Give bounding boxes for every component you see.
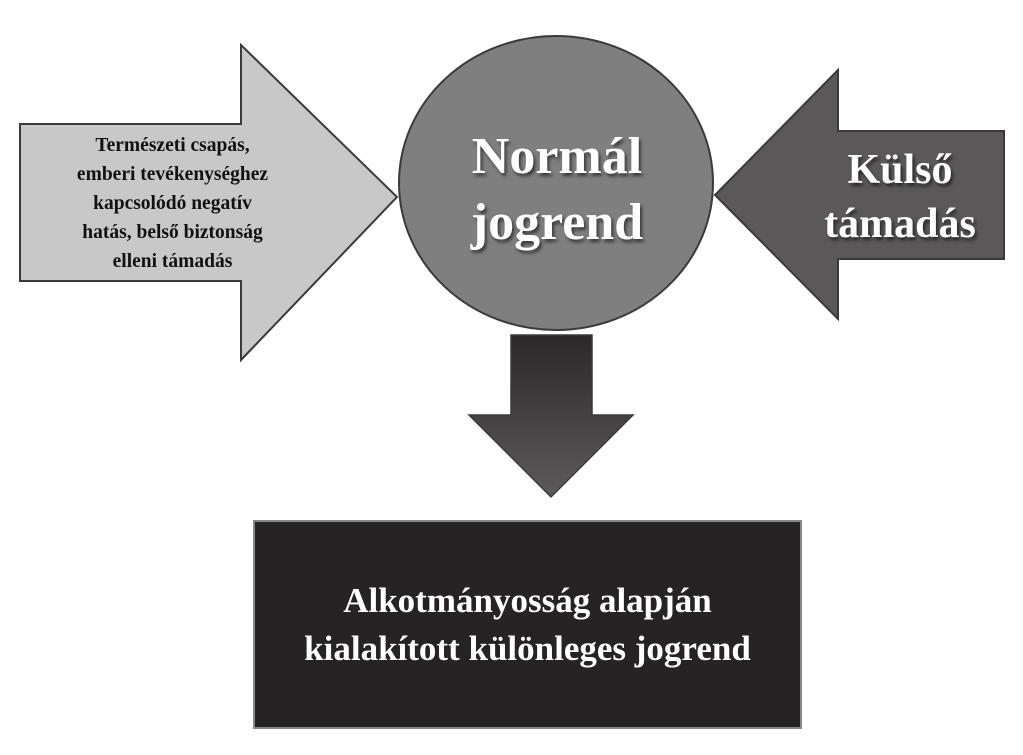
- left-arrow-line-4: hatás, belső biztonság: [82, 221, 263, 243]
- left-arrow-line-2: emberi tevékenységhez: [76, 163, 269, 185]
- right-arrow-label: [800, 137, 1000, 257]
- down-arrow-shape: [469, 335, 633, 497]
- left-arrow-line-5: elleni támadás: [112, 250, 233, 272]
- bottom-box-line-1: Alkotmányosság alapján: [343, 581, 712, 620]
- right-arrow-line-1: Külső: [847, 147, 953, 193]
- center-circle-line-2: jogrend: [470, 194, 644, 251]
- bottom-box-line-2: kialakított különleges jogrend: [304, 629, 751, 668]
- center-circle-line-1: Normál: [471, 128, 643, 185]
- left-arrow-line-3: kapcsolódó negatív: [93, 192, 252, 214]
- left-arrow-label: [30, 128, 315, 278]
- right-arrow-line-2: támadás: [824, 201, 976, 247]
- left-arrow-line-1: Természeti csapás,: [95, 134, 250, 156]
- bottom-box-label: [255, 560, 800, 690]
- center-circle-label: [400, 120, 714, 260]
